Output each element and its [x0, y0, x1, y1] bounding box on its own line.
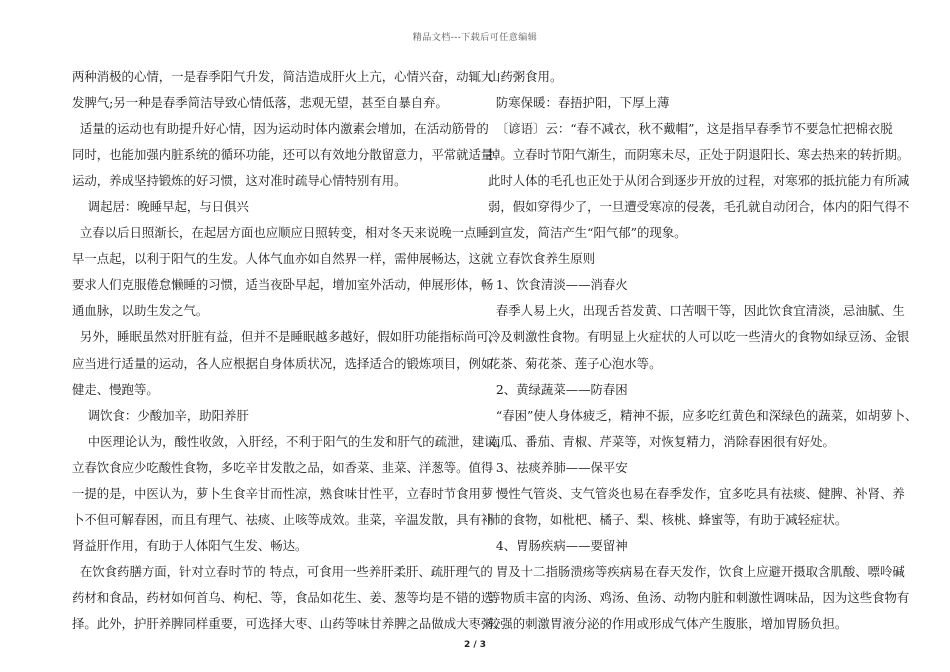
page-number: 2 / 3 [463, 640, 487, 650]
text-line: 卜不但可解春困，而且有理气、祛痰、止咳等成效。韭菜，辛温发散，具有补 [72, 511, 494, 527]
text-line: 到宣发，简洁产生“阳气郁”的现象。 [488, 225, 687, 241]
text-line: 肺的食物，如枇杷、橘子、梨、核桃、蜂蜜等，有助于减轻症状。 [488, 511, 848, 527]
text-line: 早一点起，以利于阳气的生发。人体气血亦如自然界一样，需伸展畅达，这就 [72, 251, 494, 267]
text-line: 立春饮食应少吃酸性食物，多吃辛甘发散之品，如香菜、韭菜、洋葱等。值得 [72, 459, 494, 475]
text-line: 春季人易上火，出现舌苔发黄、口苦咽干等，因此饮食宜清淡，忌油腻、生 [488, 303, 905, 319]
text-line: 另外，睡眠虽然对肝脏有益，但并不是睡眠越多越好，假如肝功能指标尚可， [72, 329, 502, 345]
text-line: 同时，也能加强内脏系统的循环功能，还可以有效地分散留意力，平常就适量 [72, 147, 494, 163]
text-line: 中医理论认为，酸性收敛，入肝经，不利于阳气的生发和肝气的疏泄，建议， [72, 433, 510, 449]
text-line: 3、祛痰养肺——保平安 [488, 459, 628, 475]
text-line: 胃及十二指肠溃疡等疾病易在春天发作，饮食上应避开摄取含肌酸、嘌呤碱 [488, 563, 905, 579]
text-line: 较强的刺激胃液分泌的作用或形成气体产生腹胀，增加胃肠负担。 [488, 615, 848, 631]
text-line: 两种消极的心情，一是春季阳气升发，简洁造成肝火上亢，心情兴奋，动辄大 [72, 69, 494, 84]
text-line: 4、胃肠疾病——要留神 [488, 537, 628, 553]
text-line: 山药粥食用。 [488, 69, 563, 84]
text-line: 择。此外，护肝养脾同样重要，可选择大枣、山药等味甘养脾之品做成大枣粥、 [72, 615, 506, 631]
text-line: 立春饮食养生原则 [488, 251, 596, 267]
text-line: 1、饮食清淡——消春火 [488, 277, 628, 293]
text-line: 要求人们克服倦怠懒睡的习惯，适当夜卧早起，增加室外活动，伸展形体，畅 [72, 277, 494, 293]
page-header: 精品文档---下载后可任意编辑 [412, 33, 538, 43]
text-line: 一提的是，中医认为，萝卜生食辛甘而性凉，熟食味甘性平，立春时节食用萝 [72, 485, 494, 501]
text-line: 弱，假如穿得少了，一旦遭受寒凉的侵袭，毛孔就自动闭合，体内的阳气得不 [488, 199, 910, 215]
text-line: 调起居：晚睡早起，与日俱兴 [72, 199, 249, 215]
text-line: 2、黄绿蔬菜——防春困 [488, 381, 628, 397]
text-line: 南瓜、番茄、青椒、芹菜等，对恢复精力，消除春困很有好处。 [488, 433, 835, 449]
text-line: 防寒保暖：春捂护阳，下厚上薄 [488, 95, 670, 111]
text-line: 健走、慢跑等。 [72, 381, 159, 397]
text-line: 花茶、菊花茶、莲子心泡水等。 [488, 355, 662, 371]
text-line: 通血脉，以助生发之气。 [72, 303, 209, 319]
text-line: 在饮食药膳方面，针对立春时节的 特点，可食用一些养肝柔肝、疏肝理气的 [72, 563, 493, 579]
text-line: 药材和食品，药材如何首乌、枸杞、等，食品如花生、姜、葱等均是不错的选 [72, 589, 494, 605]
text-line: 〔谚语〕云：“春不减衣，秋不戴帽”，这是指早春季节不要急忙把棉衣脱 [488, 121, 893, 137]
text-line: 运动，养成坚持锻炼的好习惯，这对准时疏导心情特别有用。 [72, 173, 407, 189]
text-line: 冷及刺激性食物。有明显上火症状的人可以吃一些清火的食物如绿豆汤、金银 [488, 329, 910, 345]
text-line: 适量的运动也有助提升好心情，因为运动时体内激素会增加，在活动筋骨的 [72, 121, 489, 137]
text-line: 慢性气管炎、支气管炎也易在春季发作，宜多吃具有祛痰、健脾、补肾、养 [488, 485, 905, 501]
text-line: 掉。立春时节阳气渐生，而阴寒未尽，正处于阴退阳长、寒去热来的转折期。 [488, 147, 910, 163]
text-line: 发脾气;另一种是春季简洁导致心情低落，悲观无望，甚至自暴自弃。 [72, 95, 448, 111]
text-line: “春困”使人身体疲乏，精神不振，应多吃红黄色和深绿色的蔬菜，如胡萝卜、 [488, 407, 918, 423]
text-line: 应当进行适量的运动，各人应根据自身体质状况，选择适合的锻炼项目，例如 [72, 355, 494, 371]
left-column [72, 64, 510, 637]
text-line: 肾益肝作用，有助于人体阳气生发、畅达。 [72, 537, 308, 553]
text-line: 此时人体的毛孔也正处于从闭合到逐步开放的过程，对寒邪的抵抗能力有所减 [488, 173, 910, 189]
right-column [488, 64, 918, 637]
text-line: 调饮食：少酸加辛，助阳养肝 [72, 407, 249, 423]
text-line: 等物质丰富的肉汤、鸡汤、鱼汤、动物内脏和刺激性调味品，因为这些食物有 [488, 589, 910, 605]
text-line: 立春以后日照渐长，在起居方面也应顺应日照转变，相对冬天来说晚一点睡、 [72, 225, 502, 241]
